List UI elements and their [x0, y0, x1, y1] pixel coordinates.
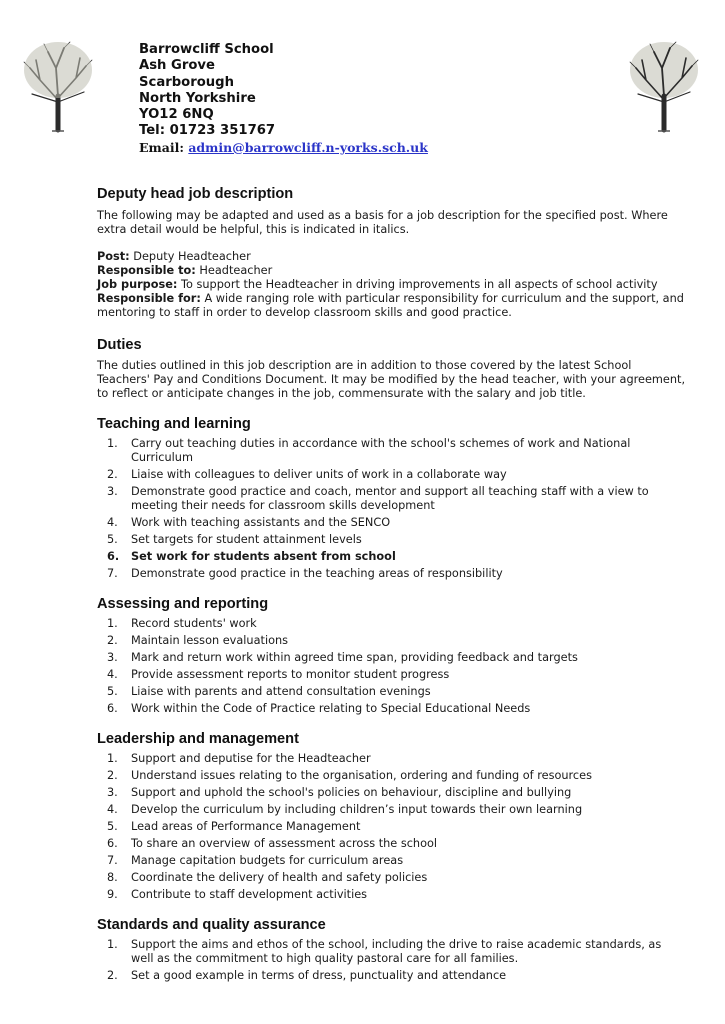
list-item: 3. Demonstrate good practice and coach, mentor and support all teaching staff with a view to meeting their needs for classroom skills development	[107, 485, 649, 512]
duty-list	[97, 437, 687, 581]
field-label: Post:	[97, 250, 130, 263]
list-item: 5. Lead areas of Performance Management	[107, 820, 361, 833]
duties-section	[97, 336, 687, 401]
list-item: 6. To share an overview of assessment across the school	[107, 837, 438, 850]
list-item: 3. Support and uphold the school's policies on behaviour, discipline and bullying	[107, 786, 572, 799]
job-description	[97, 185, 687, 986]
post-details	[97, 250, 687, 320]
document-title: Deputy head job description	[97, 186, 294, 202]
list-item: 5. Set targets for student attainment levels	[107, 533, 362, 546]
intro-paragraph: The following may be adapted and used as a basis for a job description for the specified post. Where extra detail would be helpful, this is indicated in italics.	[97, 209, 668, 236]
list-item: 9. Contribute to staff development activities	[107, 888, 368, 901]
list-item: 2. Set a good example in terms of dress, punctuality and attendance	[107, 969, 507, 982]
field-job-purpose	[97, 278, 687, 292]
telephone: Tel: 01723 351767	[139, 123, 276, 139]
list-item: 8. Coordinate the delivery of health and safety policies	[107, 871, 428, 884]
field-value: Headteacher	[199, 264, 273, 277]
list-item: 6. Work within the Code of Practice relating to Special Educational Needs	[107, 702, 531, 715]
field-label: Responsible for:	[97, 292, 201, 305]
field-label: Responsible to:	[97, 264, 196, 277]
section-heading: Leadership and management	[97, 731, 299, 747]
section-leadership-management	[97, 730, 687, 902]
tree-logo-right	[624, 38, 704, 133]
duty-list	[97, 617, 687, 716]
list-item: 4. Work with teaching assistants and the SENCO	[107, 516, 391, 529]
list-item: 7. Demonstrate good practice in the teaching areas of responsibility	[107, 567, 503, 580]
section-heading: Teaching and learning	[97, 416, 251, 432]
list-item: 2. Maintain lesson evaluations	[107, 634, 289, 647]
section-standards-quality	[97, 916, 687, 983]
field-value: Deputy Headteacher	[133, 250, 251, 263]
field-value: A wide ranging role with particular responsibility for curriculum and the support, and mentoring to staff in order to develop classroom skills and good practice.	[97, 292, 684, 319]
email-label: Email:	[139, 139, 184, 155]
list-item: 7. Manage capitation budgets for curriculum areas	[107, 854, 404, 867]
list-item: 2. Understand issues relating to the organisation, ordering and funding of resources	[107, 769, 592, 782]
list-item: 1. Record students' work	[107, 617, 257, 630]
list-item-bold: 6. Set work for students absent from school	[107, 550, 396, 563]
section-heading: Standards and quality assurance	[97, 917, 326, 933]
list-item: 1. Support the aims and ethos of the school, including the drive to raise academic standards, as well as the commitment to high quality pastoral care for all families.	[107, 938, 662, 965]
tree-icon	[18, 38, 98, 133]
section-heading: Duties	[97, 337, 142, 353]
list-item: 2. Liaise with colleagues to deliver units of work in a collaborate way	[107, 468, 507, 481]
list-item: 3. Mark and return work within agreed time span, providing feedback and targets	[107, 651, 578, 664]
field-value: To support the Headteacher in driving improvements in all aspects of school activity	[181, 278, 658, 291]
duty-list	[97, 938, 687, 983]
address-town: Scarborough	[139, 74, 234, 90]
list-item: 5. Liaise with parents and attend consultation evenings	[107, 685, 431, 698]
address-county: North Yorkshire	[139, 90, 256, 106]
tree-logo-left	[18, 38, 98, 133]
field-label: Job purpose:	[97, 278, 178, 291]
section-assessing-reporting	[97, 595, 687, 716]
duty-list	[97, 752, 687, 902]
school-address	[139, 42, 428, 156]
section-heading: Assessing and reporting	[97, 596, 269, 612]
email-line	[139, 140, 428, 156]
list-item: 4. Provide assessment reports to monitor student progress	[107, 668, 450, 681]
address-street: Ash Grove	[139, 58, 215, 74]
email-link[interactable]: admin@barrowcliff.n-yorks.sch.uk	[188, 139, 428, 155]
list-item: 4. Develop the curriculum by including children’s input towards their own learning	[107, 803, 583, 816]
field-post	[97, 250, 687, 264]
duties-paragraph: The duties outlined in this job description are in addition to those covered by the latest School Teachers' Pay and Conditions Document. It may be modified by the head teacher, with your agreement, to reflect or anticipate changes in the job, commensurate with the salary and job title.	[97, 359, 686, 400]
school-name: Barrowcliff School	[139, 42, 274, 57]
tree-icon	[624, 38, 704, 133]
list-item: 1. Carry out teaching duties in accordance with the school's schemes of work and National Curriculum	[107, 437, 631, 464]
list-item: 1. Support and deputise for the Headteacher	[107, 752, 371, 765]
section-teaching-learning	[97, 415, 687, 581]
address-postcode: YO12 6NQ	[139, 107, 214, 123]
field-responsible-for	[97, 292, 687, 320]
field-responsible-to	[97, 264, 687, 278]
